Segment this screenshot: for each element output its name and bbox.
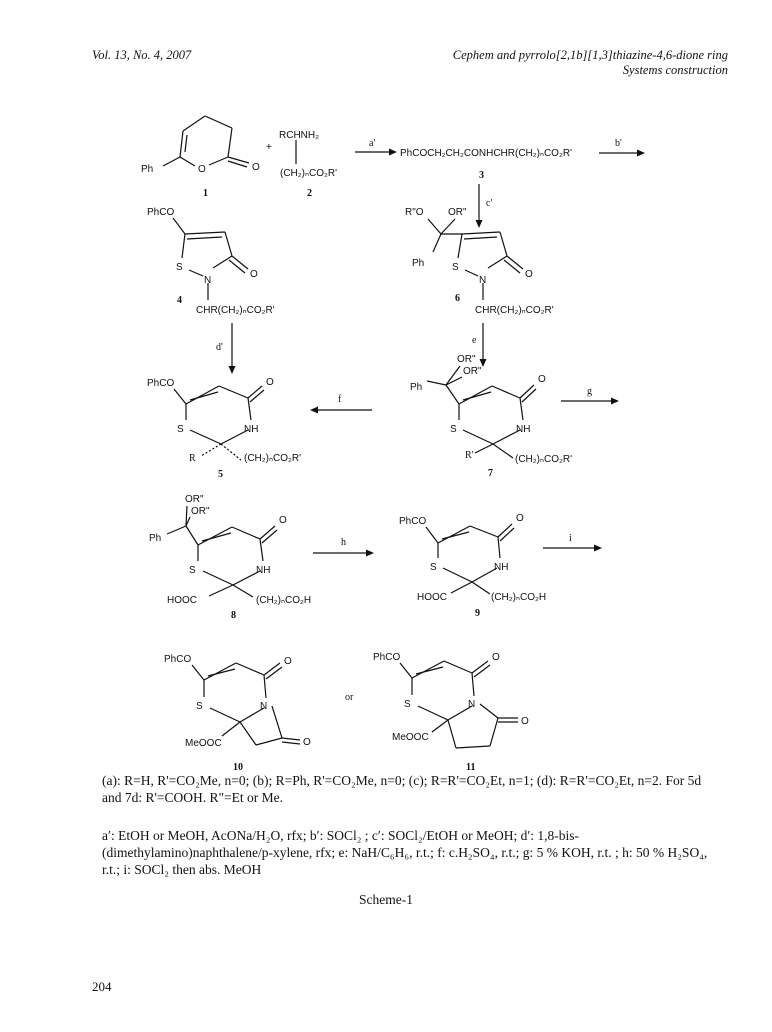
phco-label: PhCO [373,652,401,663]
compound-10-structure [192,663,300,745]
phco-label: PhCO [164,654,192,665]
sulfur-label: S [177,424,184,435]
nh-label: NH [494,562,509,573]
compound-number-6: 6 [455,293,460,304]
r-label: R [189,453,196,464]
ketal-label: OR" [191,506,210,517]
compound-6-structure [428,219,523,300]
ester-label: MeOOC [185,738,222,749]
scheme-caption: Scheme-1 [359,892,413,907]
sulfur-label: S [430,562,437,573]
compound-number-5: 5 [218,469,223,480]
compound-9-structure [426,524,514,594]
arrow-label-i: i [569,533,572,544]
compound-4-structure [173,218,248,300]
ring-oxygen-label: O [198,164,206,175]
nh-label: NH [244,424,259,435]
carbonyl-oxygen-label: O [266,377,274,388]
running-title-line-1: Cephem and pyrrolo[2,1b][1,3]thiazine-4,6-dione ring [452,48,728,62]
acid-chain-label: (CH₂)ₙCO₂H [491,592,547,603]
sulfur-label: S [452,262,459,273]
carboxyl-label: HOOC [167,595,197,606]
carboxyl-label: HOOC [417,592,447,603]
beta-lactam-oxygen-label: O [303,737,311,748]
sulfur-label: S [196,701,203,712]
page-number: 204 [92,979,112,994]
side-chain-label: (CH₂)ₙCO₂R' [515,454,572,465]
reaction-conditions: a′: EtOH or MeOH, AcONa/H₂O, rfx; b′: SOCl₂ ; c′: SOCl₂/EtOH or MeOH; d′: 1,8-bis-(dimethylamino)naphthalene/p-xylene, rfx; e: NaH/C₆H₆, r.t.; f: c.H₂SO₄, r.t.; g: 5 % KOH, r.t. ; h: 50 % H₂SO₄, r.t.; i: SOCl₂ then abs. MeOH [102,828,708,877]
n-substituent-label: CHR(CH₂)ₙCO₂R' [475,305,554,316]
ph-label: Ph [141,164,154,175]
amine-label: RCHNH₂ [279,130,319,141]
phco-label: PhCO [399,516,427,527]
compound-number-10: 10 [233,762,243,770]
carbonyl-oxygen-label: O [284,656,292,667]
compound-3-formula: PhCOCH₂CH₂CONHCHR(CH₂)ₙCO₂R' [400,148,572,159]
alkoxy-label: OR" [448,207,467,218]
or-text: or [345,692,354,703]
side-chain-label: (CH₂)ₙCO₂R' [244,453,301,464]
compound-number-11: 11 [466,762,476,770]
arrow-label-c: c' [486,198,493,209]
arrow-label-d: d' [216,342,223,353]
sulfur-label: S [404,699,411,710]
plus-sign: + [266,142,272,153]
ph-label: Ph [412,258,425,269]
compound-7-structure [427,366,536,458]
arrow-label-e: e [472,335,477,346]
nitrogen-label: N [204,275,212,286]
carbonyl-oxygen-label: O [516,513,524,524]
compound-number-1: 1 [203,188,208,199]
ketal-label: OR" [457,354,476,365]
compound-number-2: 2 [307,188,312,199]
arrow-label-g: g [587,386,592,397]
compound-number-3: 3 [479,170,484,181]
r-prime-label: R' [465,450,474,461]
carbonyl-oxygen-label: O [538,374,546,385]
compound-8-structure [167,506,277,597]
nitrogen-label: N [468,699,476,710]
nitrogen-label: N [479,275,487,286]
carbonyl-oxygen-label: O [279,515,287,526]
compound-1-structure [163,116,249,167]
arrow-label-a: a' [369,138,376,149]
ester-label: MeOOC [392,732,429,743]
carbonyl-oxygen-label: O [252,162,260,173]
compound-number-7: 7 [488,468,493,479]
alkoxy-label: R"O [405,207,424,218]
compound-number-9: 9 [475,608,480,619]
running-title-line-2: Systems construction [622,63,728,77]
carbonyl-oxygen-label: O [250,269,258,280]
compound-number-4: 4 [177,295,182,306]
arrow-label-h: h [341,537,346,548]
lactam-oxygen-label: O [521,716,529,727]
compound-5-structure [174,386,264,460]
substituent-legend: (a): R=H, R'=CO₂Me, n=0; (b); R=Ph, R'=CO₂Me, n=0; (c); R=R'=CO₂Et, n=1; (d): R=R'=CO₂Et, n=2. For 5d and 7d: R'=COOH. R"=Et or Me. [102,773,702,805]
sulfur-label: S [450,424,457,435]
sulfur-label: S [189,565,196,576]
sulfur-label: S [176,262,183,273]
ph-label: Ph [149,533,162,544]
nh-label: NH [516,424,531,435]
arrow-label-f: f [338,394,342,405]
nitrogen-label: N [260,701,268,712]
phco-label: PhCO [147,207,175,218]
phco-label: PhCO [147,378,175,389]
carbonyl-oxygen-label: O [492,652,500,663]
ester-chain-label: (CH₂)ₙCO₂R' [280,168,337,179]
compound-number-8: 8 [231,610,236,621]
nh-label: NH [256,565,271,576]
carbonyl-oxygen-label: O [525,269,533,280]
running-header-left: Vol. 13, No. 4, 2007 [92,48,192,62]
n-substituent-label: CHR(CH₂)ₙCO₂R' [196,305,275,316]
arrow-label-b: b' [615,138,622,149]
ketal-label: OR" [463,366,482,377]
ph-label: Ph [410,382,423,393]
ketal-label: OR" [185,494,204,505]
acid-chain-label: (CH₂)ₙCO₂H [256,595,312,606]
